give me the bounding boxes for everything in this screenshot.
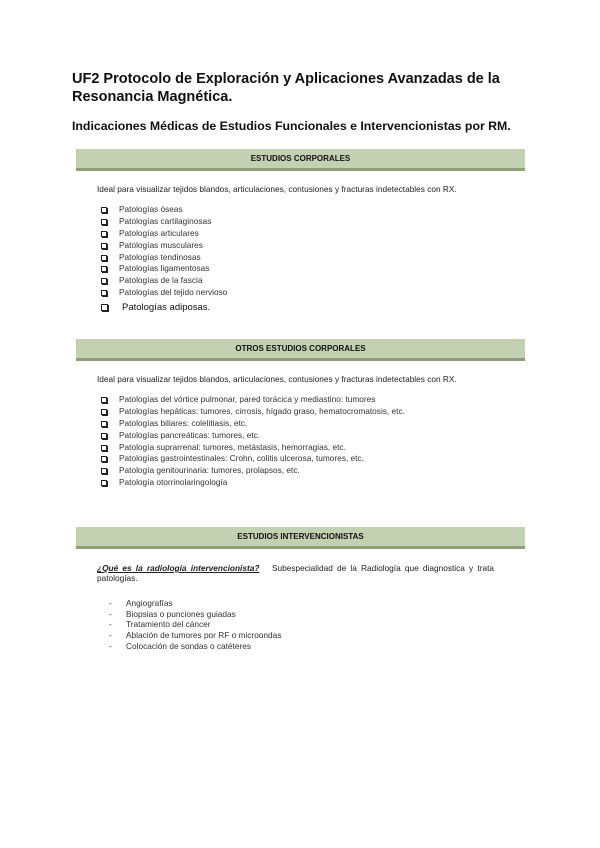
list-item: - Angiografías	[109, 598, 173, 608]
section-header-estudios-corporales: ESTUDIOS CORPORALES	[76, 149, 525, 171]
list-item: - Biopsias o punciones guiadas	[109, 608, 236, 619]
list-item: Patologías hepáticas: tumores, cirrosis, hígado graso, hematocromatosis, etc.	[101, 406, 405, 418]
answer-text: Subespecialidad de la Radiología que diagnostica y trata patologías.	[97, 563, 494, 583]
checkbox-icon	[101, 231, 107, 237]
list-item: - Ablación de tumores por RF o microondas	[109, 630, 282, 641]
list-item: Patologías ligamentosas	[101, 263, 227, 275]
list-item: Patologías pancreáticas: tumores, etc.	[101, 430, 405, 442]
checkbox-icon	[101, 409, 107, 415]
checkbox-icon	[101, 219, 107, 225]
checkbox-icon	[101, 445, 107, 451]
list-item: Patología suprarrenal: tumores, metástasis, hemorragias, etc.	[101, 442, 405, 454]
checkbox-icon	[101, 456, 107, 462]
list-item: Patologías biliares: colelitiasis, etc.	[101, 418, 405, 430]
checkbox-icon	[101, 421, 107, 427]
section-header-estudios-intervencionistas: ESTUDIOS INTERVENCIONISTAS	[76, 527, 525, 549]
page-title: UF2 Protocolo de Exploración y Aplicaciones Avanzadas de la Resonancia Magnética.	[72, 71, 500, 105]
checkbox-icon	[101, 243, 107, 249]
list-item: - Tratamiento del cáncer	[109, 619, 211, 630]
checkbox-icon	[101, 290, 107, 296]
checkbox-icon	[101, 433, 107, 439]
list-item: - Colocación de sondas o catéteres	[109, 640, 251, 651]
list-item: Patologías cartilaginosas	[101, 216, 227, 228]
checkbox-icon	[101, 397, 107, 403]
list-item: Patologías tendinosas	[101, 252, 227, 264]
list-item: Patología genitourinaria: tumores, prolapsos, etc.	[101, 465, 405, 477]
list-item: Patología otorrinolaringología	[101, 477, 405, 489]
checklist-estudios-corporales	[101, 204, 227, 316]
checkbox-icon	[101, 468, 107, 474]
list-item: Patologías adiposas.	[101, 299, 227, 316]
checkbox-icon	[101, 278, 107, 284]
list-item: Patologías articulares	[101, 228, 227, 240]
checkbox-icon	[101, 255, 107, 261]
section-intro: Ideal para visualizar tejidos blandos, articulaciones, contusiones y fracturas indetectables con RX.	[97, 374, 457, 384]
list-item: Patologías gastrointestinales: Crohn, colitis ulcerosa, tumores, etc.	[101, 453, 405, 465]
page-subtitle: Indicaciones Médicas de Estudios Funcionales e Intervencionistas por RM.	[72, 119, 511, 133]
section-intro: Ideal para visualizar tejidos blandos, articulaciones, contusiones y fracturas indetectables con RX.	[97, 184, 457, 194]
checkbox-icon	[101, 266, 107, 272]
list-item: Patologías del vórtice pulmonar, pared torácica y mediastino: tumores	[101, 394, 405, 406]
checkbox-icon	[101, 207, 107, 213]
checklist-otros-estudios-corporales	[101, 394, 405, 489]
checkbox-icon	[101, 304, 108, 311]
section-header-otros-estudios-corporales: OTROS ESTUDIOS CORPORALES	[76, 339, 525, 361]
dash-list-interventions	[109, 598, 281, 651]
definition-paragraph	[97, 563, 494, 583]
list-item: Patologías de la fascia	[101, 275, 227, 287]
list-item: Patologías del tejido nervioso	[101, 287, 227, 299]
list-item: Patologías musculares	[101, 240, 227, 252]
checkbox-icon	[101, 480, 107, 486]
question-text: ¿Qué es la radiología intervencionista?	[97, 563, 260, 573]
list-item: Patologías óseas	[101, 204, 227, 216]
